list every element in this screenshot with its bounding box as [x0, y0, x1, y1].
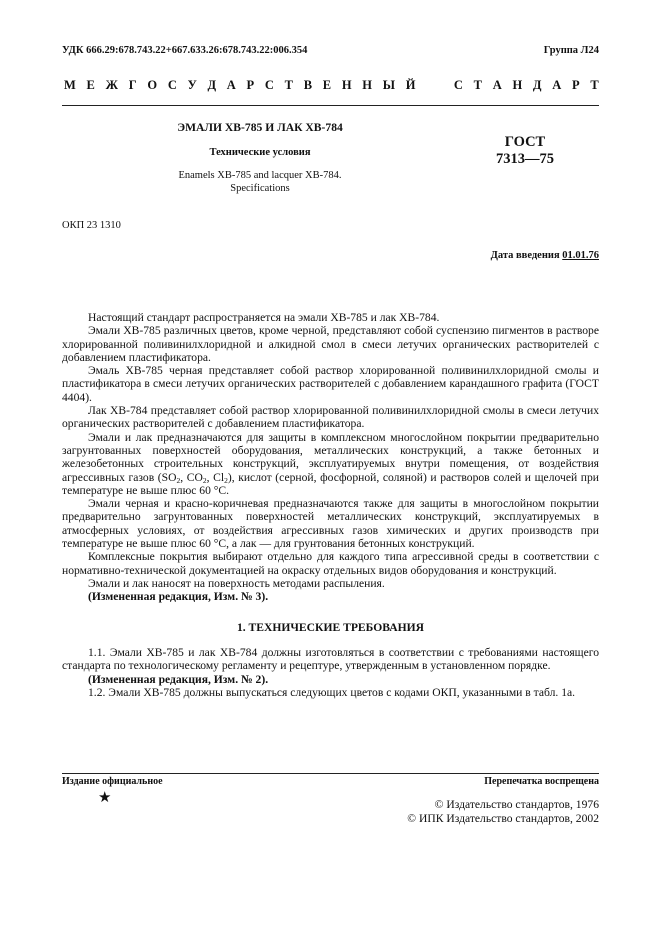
- reprint-prohibited: Перепечатка воспрещена: [484, 776, 599, 787]
- banner-letter: О: [147, 78, 158, 92]
- purpose-text-4: ), кислот (серной, фосфорной, соляной) и растворов солей и щелочей при температуре не выше плюс 60 °С.: [62, 470, 599, 497]
- official-edition: Издание официальное: [62, 776, 163, 787]
- subscript-so2: 2: [176, 475, 181, 485]
- english-title-line2: Specifications: [230, 183, 290, 194]
- paragraph-complex-coatings: Комплексные покрытия выбирают отдельно для каждого типа агрессивной среды в соответствии с нормативно-технической документацией на окраску отдельных видов оборудования и конструкций.: [62, 550, 599, 577]
- footer-rule: [62, 773, 599, 774]
- banner-letter: Д: [207, 78, 217, 92]
- banner-letter: С: [453, 78, 463, 92]
- paragraph-atmospheric: Эмали черная и красно-коричневая предназначаются также для защиты в многослойном покрытии предварительно загрунтованных поверхностей металлических конструкций, эксплуатируемых в атмосферных условиях, от воздействия агрессивных газов химических и других производств при температуре не выше плюс 60 °С, а лак — для грунтования бетонных конструкций.: [62, 497, 599, 551]
- document-subtitle: Технические условия: [209, 147, 311, 158]
- banner-rule: [62, 105, 599, 106]
- interstate-standard-banner: [64, 78, 599, 93]
- paragraph-application: Эмали и лак наносят на поверхность методами распыления.: [88, 576, 385, 590]
- gost-number: 7313—75: [496, 151, 554, 167]
- intro-date: [491, 250, 599, 261]
- banner-letter: М: [64, 78, 76, 92]
- banner-letter: А: [492, 78, 502, 92]
- intro-date-label: Дата введения: [490, 250, 560, 261]
- banner-letter: Е: [322, 78, 332, 92]
- okp-code: ОКП 23 1310: [62, 220, 121, 231]
- banner-gap: [426, 78, 429, 93]
- purpose-text-2: , CO: [180, 470, 203, 484]
- banner-letter: С: [264, 78, 274, 92]
- subscript-cl2: 2: [224, 475, 228, 485]
- banner-letter: А: [552, 78, 562, 92]
- intro-date-value: 01.01.76: [562, 250, 599, 261]
- banner-letter: Ы: [382, 78, 396, 92]
- banner-letter: В: [303, 78, 313, 92]
- banner-letter: Н: [512, 78, 523, 92]
- banner-letter: Т: [590, 78, 599, 92]
- document-title: ЭМАЛИ ХВ-785 И ЛАК ХВ-784: [177, 121, 343, 134]
- banner-letter: Д: [532, 78, 542, 92]
- clause-1-1: 1.1. Эмали ХВ-785 и лак ХВ-784 должны изготовляться в соответствии с требованиями настоящего стандарта по технологическому регламенту и рецептуре, утвержденным в установленном порядке.: [62, 646, 599, 673]
- udk-code: УДК 666.29:678.743.22+667.633.26:678.743.22:006.354: [62, 45, 308, 56]
- group-code: Группа Л24: [543, 45, 599, 56]
- paragraph-purpose: [62, 431, 599, 497]
- banner-letter: Т: [284, 78, 293, 92]
- purpose-text-1: Эмали и лак предназначаются для защиты в комплексном многослойном покрытии предварительно загрунтованных поверхностей оборудования, металлических конструкций, а также бетонных и железобетонных строительных конструкций, эксплуатируемых внутри помещения, от воздействия агрессивных газов (SO: [62, 430, 599, 484]
- banner-letter: Н: [341, 78, 352, 92]
- amendment-note-3: (Измененная редакция, Изм. № 3).: [88, 590, 269, 604]
- copyright-1976: © Издательство стандартов, 1976: [434, 798, 599, 811]
- star-icon: ★: [98, 790, 112, 806]
- copyright-2002: © ИПК Издательство стандартов, 2002: [407, 812, 599, 825]
- section-heading-technical-requirements: 1. ТЕХНИЧЕСКИЕ ТРЕБОВАНИЯ: [236, 621, 425, 634]
- english-title-line1: Enamels XB-785 and lacquer XB-784.: [178, 170, 342, 181]
- banner-letter: А: [226, 78, 236, 92]
- banner-letter: У: [187, 78, 197, 92]
- banner-letter: Н: [362, 78, 373, 92]
- paragraph-black-enamel: Эмаль ХВ-785 черная представляет собой раствор хлорированной поливинилхлоридной смолы и пластификатора в смеси летучих органических растворителей с добавлением карандашного графита (ГОСТ 4404).: [62, 364, 599, 404]
- subscript-co2: 2: [202, 475, 207, 485]
- banner-letter: Г: [128, 78, 137, 92]
- purpose-text-3: , Cl: [206, 470, 225, 484]
- banner-letter: Р: [246, 78, 255, 92]
- paragraph-enamels: Эмали ХВ-785 различных цветов, кроме черной, представляют собой суспензию пигментов в растворе хлорированной поливинилхлоридной и алкидной смол в смеси летучих органических растворителей с добавлением пластификатора.: [62, 324, 599, 364]
- banner-letter: Й: [405, 78, 416, 92]
- amendment-note-2: (Измененная редакция, Изм. № 2).: [88, 672, 269, 686]
- paragraph-scope: Настоящий стандарт распространяется на эмали ХВ-785 и лак ХВ-784.: [88, 311, 440, 324]
- banner-letter: Т: [473, 78, 482, 92]
- banner-letter: Ж: [105, 78, 118, 92]
- gost-label: ГОСТ: [504, 134, 546, 150]
- banner-letter: С: [167, 78, 177, 92]
- body-text: [62, 311, 599, 604]
- clause-1-2: 1.2. Эмали ХВ-785 должны выпускаться следующих цветов с кодами ОКП, указанными в табл. 1а.: [88, 685, 576, 699]
- banner-letter: Р: [571, 78, 580, 92]
- banner-letter: Е: [86, 78, 95, 92]
- section1-text: [62, 646, 599, 699]
- paragraph-lacquer: Лак ХВ-784 представляет собой раствор хлорированной поливинилхлоридной смолы в смеси летучих органических растворителей с добавлением пластификатора.: [62, 404, 599, 431]
- banner-gap: [440, 78, 443, 93]
